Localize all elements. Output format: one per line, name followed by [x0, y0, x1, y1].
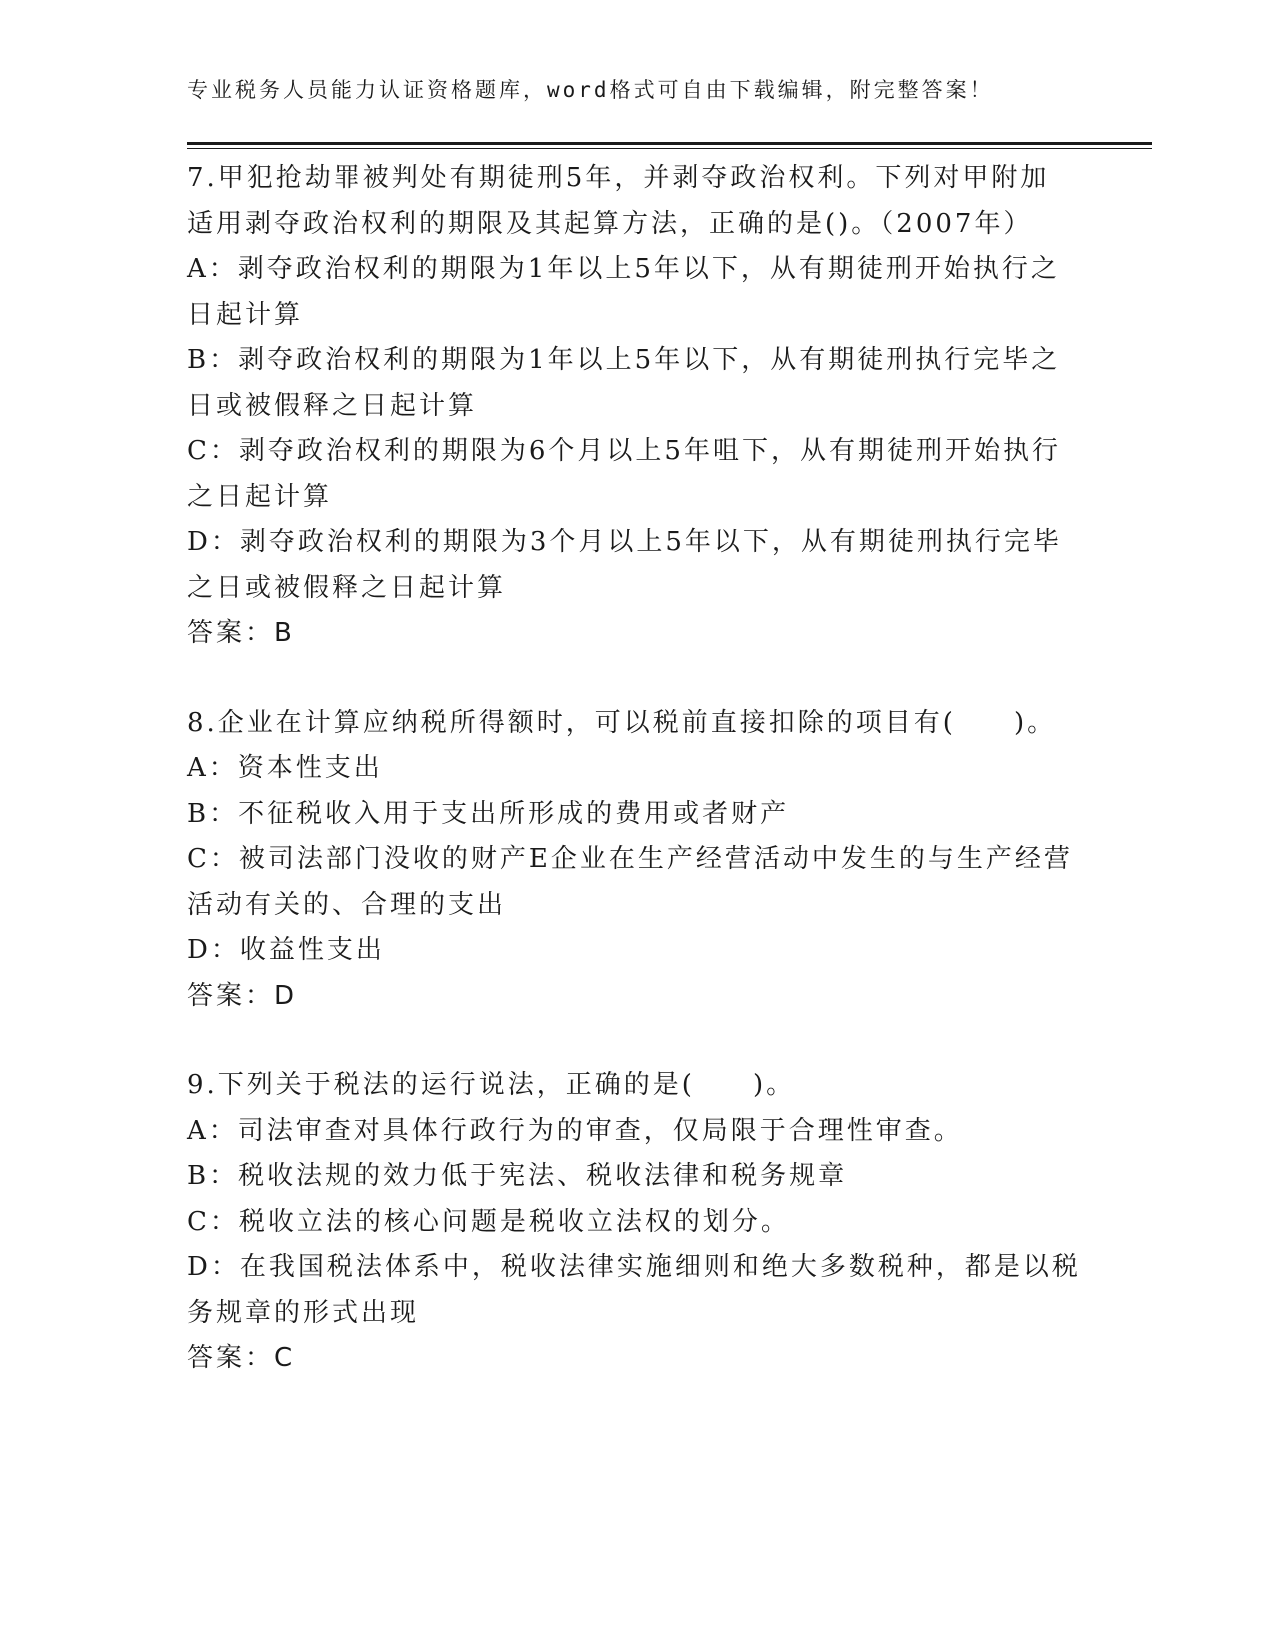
header-rule-thick: [187, 142, 1152, 145]
option-line: B：不征税收入用于支出所形成的费用或者财产: [187, 798, 790, 829]
question-line: 8.企业在计算应纳税所得额时，可以税前直接扣除的项目有( )。: [187, 707, 1057, 738]
answer-line: 答案：C: [187, 1343, 296, 1373]
option-line: D：收益性支出: [187, 935, 385, 965]
option-line: C：税收立法的核心问题是税收立法权的划分。: [187, 1206, 790, 1237]
page-header: 专业税务人员能力认证资格题库，word格式可自由下载编辑，附完整答案！: [187, 78, 994, 102]
option-line: 之日或被假释之日起计算: [187, 572, 507, 603]
header-rule-thin: [187, 148, 1152, 149]
question-line: 9.下列关于税法的运行说法，正确的是( )。: [187, 1070, 796, 1100]
option-line: C：剥夺政治权利的期限为6个月以上5年咀下，从有期徒刑开始执行: [187, 436, 1061, 466]
option-line: 日起计算: [187, 299, 304, 330]
question-gap: [187, 657, 1087, 701]
answer-line: 答案：B: [187, 618, 295, 648]
question-gap: [187, 1019, 1087, 1063]
question-list: [187, 156, 1087, 1382]
option-line: D：在我国税法体系中，税收法律实施细则和绝大多数税种，都是以税: [187, 1252, 1081, 1282]
option-line: A：资本性支出: [187, 753, 383, 783]
option-line: 务规章的形式出现: [187, 1297, 420, 1328]
option-line: 日或被假释之日起计算: [187, 390, 478, 421]
question-line: 7.甲犯抢劫罪被判处有期徒刑5年，并剥夺政治权利。下列对甲附加: [187, 163, 1050, 193]
option-line: A：剥夺政治权利的期限为1年以上5年以下，从有期徒刑开始执行之: [187, 254, 1060, 284]
answer-line: 答案：D: [187, 980, 298, 1011]
option-line: 之日起计算: [187, 481, 333, 512]
question-block: [187, 701, 1087, 1020]
question-line: 适用剥夺政治权利的期限及其起算方法，正确的是()。（2007年）: [187, 208, 1033, 239]
option-line: A：司法审查对具体行政行为的审查，仅局限于合理性审查。: [187, 1115, 963, 1146]
option-line: D：剥夺政治权利的期限为3个月以上5年以下，从有期徒刑执行完毕: [187, 527, 1062, 557]
option-line: C：被司法部门没收的财产E企业在生产经营活动中发生的与生产经营: [187, 844, 1073, 874]
option-line: B：税收法规的效力低于宪法、税收法律和税务规章: [187, 1161, 848, 1191]
question-block: [187, 1063, 1087, 1382]
option-line: 活动有关的、合理的支出: [187, 889, 507, 920]
question-block: [187, 156, 1087, 657]
option-line: B：剥夺政治权利的期限为1年以上5年以下，从有期徒刑执行完毕之: [187, 345, 1061, 375]
